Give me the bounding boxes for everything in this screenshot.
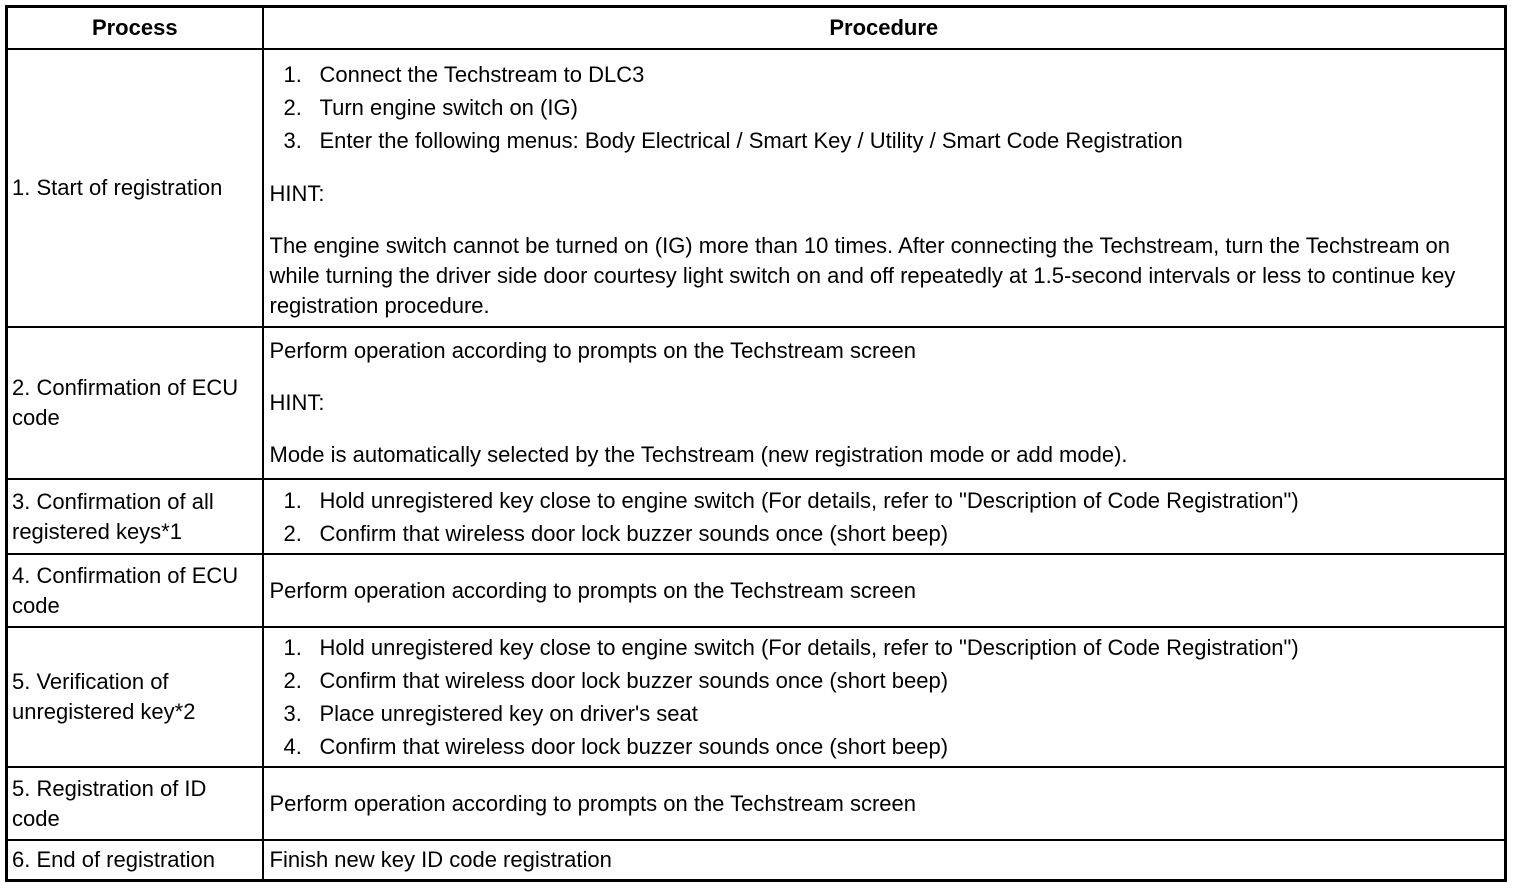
step-text: Confirm that wireless door lock buzzer sounds once (short beep) bbox=[319, 520, 949, 546]
step-text: Hold unregistered key close to engine switch (For details, refer to "Description of Code Registration") bbox=[319, 487, 1299, 513]
process-cell: 1. Start of registration bbox=[7, 49, 263, 327]
list-item bbox=[283, 697, 1499, 730]
registration-procedure-table bbox=[5, 5, 1507, 882]
process-cell: 4. Confirmation of ECU code bbox=[7, 554, 263, 627]
step-text: Hold unregistered key close to engine switch (For details, refer to "Description of Code Registration") bbox=[319, 635, 1299, 660]
procedure-cell: Perform operation according to prompts on the Techstream screen bbox=[263, 554, 1506, 627]
list-item bbox=[283, 664, 1499, 697]
table-header-row bbox=[7, 7, 1506, 50]
hint-text: The engine switch cannot be turned on (IG) more than 10 times. After connecting the Techstream, turn the Techstream on while turning the driver side door courtesy light switch on and off repeatedly at 1.5-second intervals or less to continue key registration procedure. bbox=[269, 232, 1456, 318]
procedure-cell bbox=[263, 49, 1506, 327]
table-row bbox=[7, 49, 1506, 327]
procedure-text: Perform operation according to prompts on the Techstream screen bbox=[269, 338, 916, 363]
step-number: 4. bbox=[283, 734, 302, 759]
procedure-cell bbox=[263, 327, 1506, 479]
procedure-cell bbox=[263, 627, 1506, 767]
step-number: 2. bbox=[283, 94, 302, 120]
step-text: Enter the following menus: Body Electrical / Smart Key / Utility / Smart Code Registration bbox=[319, 127, 1183, 153]
list-item bbox=[283, 730, 1499, 763]
step-text: Connect the Techstream to DLC3 bbox=[319, 61, 645, 87]
step-number: 1. bbox=[283, 61, 302, 87]
step-number: 1. bbox=[283, 635, 302, 660]
step-text: Place unregistered key on driver's seat bbox=[319, 701, 698, 726]
step-number: 2. bbox=[283, 520, 302, 546]
procedure-cell: Finish new key ID code registration bbox=[263, 840, 1506, 880]
step-text: Turn engine switch on (IG) bbox=[319, 94, 578, 120]
list-item bbox=[283, 631, 1499, 664]
table-row bbox=[7, 840, 1506, 880]
hint-label: HINT: bbox=[269, 180, 325, 206]
table-row bbox=[7, 627, 1506, 767]
process-cell: 3. Confirmation of all registered keys*1 bbox=[7, 479, 263, 554]
table-row bbox=[7, 327, 1506, 479]
process-cell: 2. Confirmation of ECU code bbox=[7, 327, 263, 479]
header-process: Process bbox=[7, 7, 263, 50]
process-cell: 6. End of registration bbox=[7, 840, 263, 880]
list-item bbox=[283, 517, 1499, 550]
procedure-cell: Perform operation according to prompts on the Techstream screen bbox=[263, 767, 1506, 840]
table-row bbox=[7, 554, 1506, 627]
process-cell: 5. Registration of ID code bbox=[7, 767, 263, 840]
step-number: 3. bbox=[283, 701, 302, 726]
procedure-cell bbox=[263, 479, 1506, 554]
step-number: 3. bbox=[283, 127, 302, 153]
step-list bbox=[270, 484, 1499, 550]
step-list bbox=[270, 58, 1499, 157]
process-cell: 5. Verification of unregistered key*2 bbox=[7, 627, 263, 767]
hint-label: HINT: bbox=[269, 390, 325, 415]
step-list bbox=[270, 631, 1499, 763]
step-number: 1. bbox=[283, 487, 302, 513]
list-item bbox=[283, 124, 1499, 157]
list-item bbox=[283, 484, 1499, 517]
step-number: 2. bbox=[283, 668, 302, 693]
table-row bbox=[7, 767, 1506, 840]
step-text: Confirm that wireless door lock buzzer sounds once (short beep) bbox=[319, 734, 949, 759]
list-item bbox=[283, 91, 1499, 124]
list-item bbox=[283, 58, 1499, 91]
table-row bbox=[7, 479, 1506, 554]
step-text: Confirm that wireless door lock buzzer sounds once (short beep) bbox=[319, 668, 949, 693]
header-procedure: Procedure bbox=[263, 7, 1506, 50]
hint-text: Mode is automatically selected by the Techstream (new registration mode or add mode). bbox=[269, 442, 1128, 467]
